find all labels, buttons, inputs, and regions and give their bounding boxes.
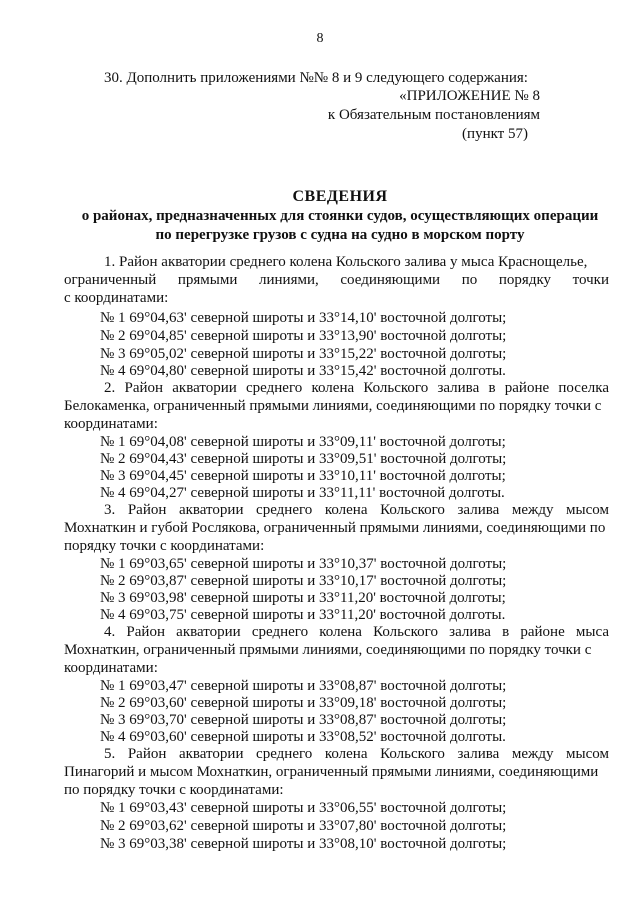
area-3-point-1: № 1 69°03,65' северной широты и 33°10,37' восточной долготы; [100,556,507,572]
area-3-point-4: № 4 69°03,75' северной широты и 33°11,20' восточной долготы. [100,607,506,623]
area-2-line-2: Белокаменка, ограниченный прямыми линиями, соединяющими по порядку точки с [64,398,602,414]
area-5-line-2: Пинагорий и мысом Мохнаткин, ограниченный прямыми линиями, соединяющими [64,764,599,780]
area-5-point-2: № 2 69°03,62' северной широты и 33°07,80' восточной долготы; [100,818,507,834]
appendix-reference: к Обязательным постановлениям [327,107,540,123]
area-1-point-3: № 3 69°05,02' северной широты и 33°15,22' восточной долготы; [100,346,507,362]
area-2-point-1: № 1 69°04,08' северной широты и 33°09,11' восточной долготы; [100,434,506,450]
area-2-line-3: координатами: [64,416,158,432]
area-3-point-2: № 2 69°03,87' северной широты и 33°10,17' восточной долготы; [100,573,507,589]
area-4-line-2: Мохнаткин, ограниченный прямыми линиями, соединяющими по порядку точки с [64,642,592,658]
area-4-point-3: № 3 69°03,70' северной широты и 33°08,87' восточной долготы; [100,712,507,728]
area-4-point-1: № 1 69°03,47' северной широты и 33°08,87' восточной долготы; [100,678,507,694]
area-4-point-4: № 4 69°03,60' северной широты и 33°08,52' восточной долготы. [100,729,506,745]
area-1-line-3: с координатами: [64,290,169,306]
area-5-line-3: по порядку точки с координатами: [64,782,284,798]
area-3-line-2: Мохнаткин и губой Рослякова, ограниченный прямыми линиями, соединяющими по [64,520,606,536]
area-5-point-1: № 1 69°03,43' северной широты и 33°06,55' восточной долготы; [100,800,507,816]
area-3-line-3: порядку точки с координатами: [64,538,265,554]
appendix-title: «ПРИЛОЖЕНИЕ № 8 [399,88,540,104]
area-2-point-3: № 3 69°04,45' северной широты и 33°10,11' восточной долготы; [100,468,506,484]
area-3-line-1: 3. Район акватории среднего колена Кольского залива между мысом [104,502,609,518]
document-subtitle-line-2: по перегрузке грузов с судна на судно в морском порту [155,227,525,243]
area-2-point-2: № 2 69°04,43' северной широты и 33°09,51' восточной долготы; [100,451,507,467]
area-4-point-2: № 2 69°03,60' северной широты и 33°09,18' восточной долготы; [100,695,507,711]
area-1-line-2: ограниченный прямыми линиями, соединяющими по порядку точки [64,272,609,288]
area-2-point-4: № 4 69°04,27' северной широты и 33°11,11' восточной долготы. [100,485,505,501]
area-5-line-1: 5. Район акватории среднего колена Кольского залива между мысом [104,746,609,762]
document-title: СВЕДЕНИЯ [292,188,388,205]
appendix-point: (пункт 57) [462,126,528,142]
area-3-point-3: № 3 69°03,98' северной широты и 33°11,20' восточной долготы; [100,590,506,606]
area-1-point-4: № 4 69°04,80' северной широты и 33°15,42' восточной долготы. [100,363,506,379]
area-1-point-2: № 2 69°04,85' северной широты и 33°13,90' восточной долготы; [100,328,507,344]
area-4-line-3: координатами: [64,660,158,676]
intro-paragraph: 30. Дополнить приложениями №№ 8 и 9 следующего содержания: [104,70,528,86]
area-1-point-1: № 1 69°04,63' северной широты и 33°14,10' восточной долготы; [100,310,507,326]
area-5-point-3: № 3 69°03,38' северной широты и 33°08,10' восточной долготы; [100,836,507,852]
area-2-line-1: 2. Район акватории среднего колена Кольского залива в районе поселка [104,380,609,396]
area-1-line-1: 1. Район акватории среднего колена Кольского залива у мыса Краснощелье, [104,254,588,270]
area-4-line-1: 4. Район акватории среднего колена Кольского залива в районе мыса [104,624,609,640]
document-subtitle-line-1: о районах, предназначенных для стоянки судов, осуществляющих операции [81,208,599,224]
page-number: 8 [316,31,324,46]
